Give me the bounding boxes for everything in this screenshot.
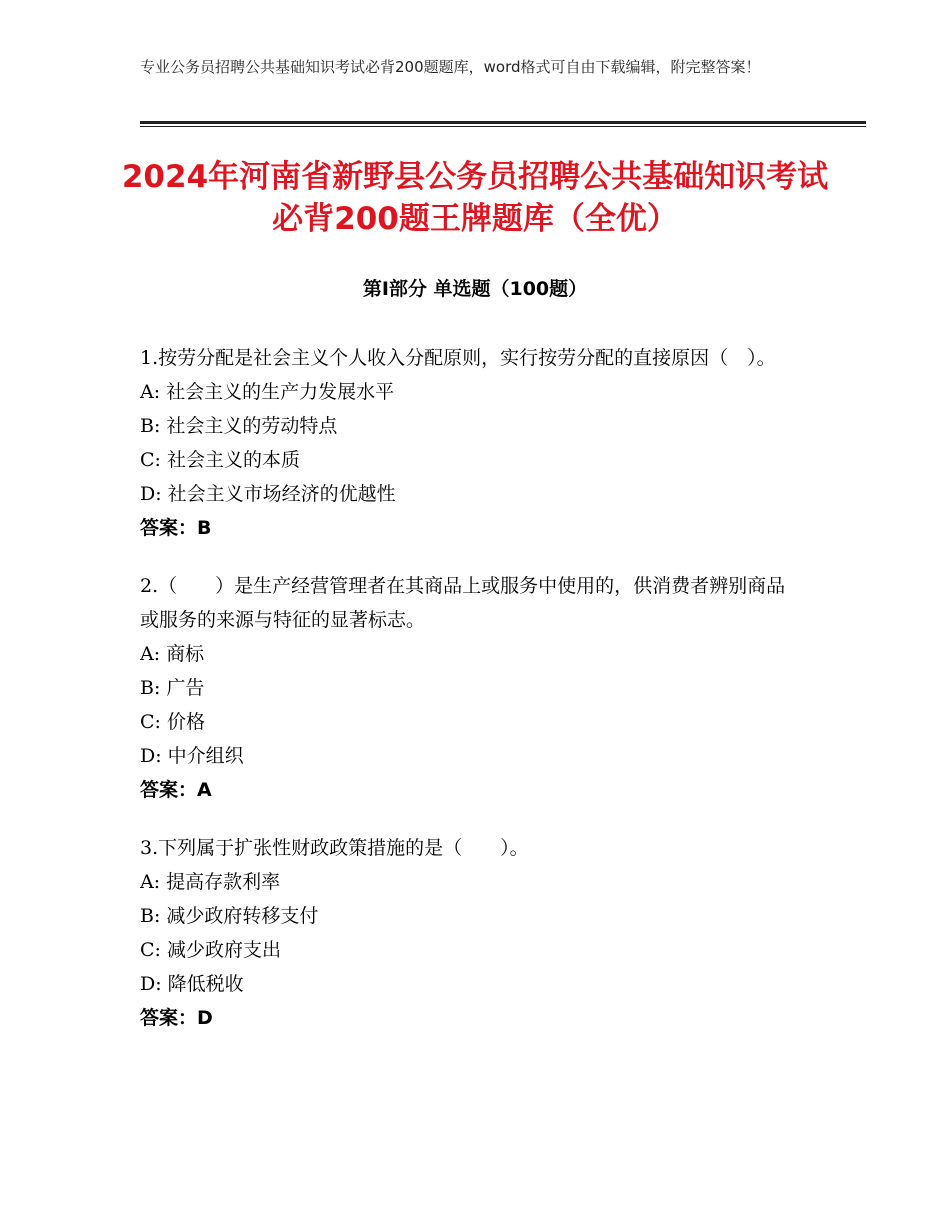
option-c: C: 社会主义的本质 bbox=[140, 449, 300, 471]
option-b: B: 社会主义的劳动特点 bbox=[140, 415, 338, 437]
option-c: C: 价格 bbox=[140, 711, 205, 733]
header-rule-thick bbox=[140, 121, 866, 124]
question-3 bbox=[140, 831, 800, 1035]
option-a: A: 商标 bbox=[140, 643, 205, 665]
option-a: A: 提高存款利率 bbox=[140, 871, 281, 893]
option-a: A: 社会主义的生产力发展水平 bbox=[140, 381, 395, 403]
question-2 bbox=[140, 569, 800, 807]
option-d: D: 社会主义市场经济的优越性 bbox=[140, 483, 396, 505]
answer: 答案：A bbox=[140, 779, 212, 801]
answer: 答案：D bbox=[140, 1007, 213, 1029]
option-d: D: 中介组织 bbox=[140, 745, 244, 767]
header-note: 专业公务员招聘公共基础知识考试必背200题题库，word格式可自由下载编辑，附完整答案！ bbox=[140, 58, 761, 76]
question-stem: 2.（ ）是生产经营管理者在其商品上或服务中使用的，供消费者辨别商品或服务的来源与特征的显著标志。 bbox=[140, 575, 786, 631]
document-title: 2024年河南省新野县公务员招聘公共基础知识考试必背200题王牌题库（全优） bbox=[121, 159, 829, 237]
section-title: 第Ⅰ部分 单选题（100题） bbox=[362, 278, 588, 300]
question-stem: 1.按劳分配是社会主义个人收入分配原则，实行按劳分配的直接原因（ ）。 bbox=[140, 347, 776, 369]
question-1 bbox=[140, 341, 800, 545]
option-b: B: 减少政府转移支付 bbox=[140, 905, 319, 927]
option-d: D: 降低税收 bbox=[140, 973, 244, 995]
header-rule-thin bbox=[140, 126, 866, 127]
option-c: C: 减少政府支出 bbox=[140, 939, 281, 961]
answer: 答案：B bbox=[140, 517, 212, 539]
question-list bbox=[140, 341, 800, 1059]
question-stem: 3.下列属于扩张性财政政策措施的是（ ）。 bbox=[140, 837, 529, 859]
option-b: B: 广告 bbox=[140, 677, 205, 699]
